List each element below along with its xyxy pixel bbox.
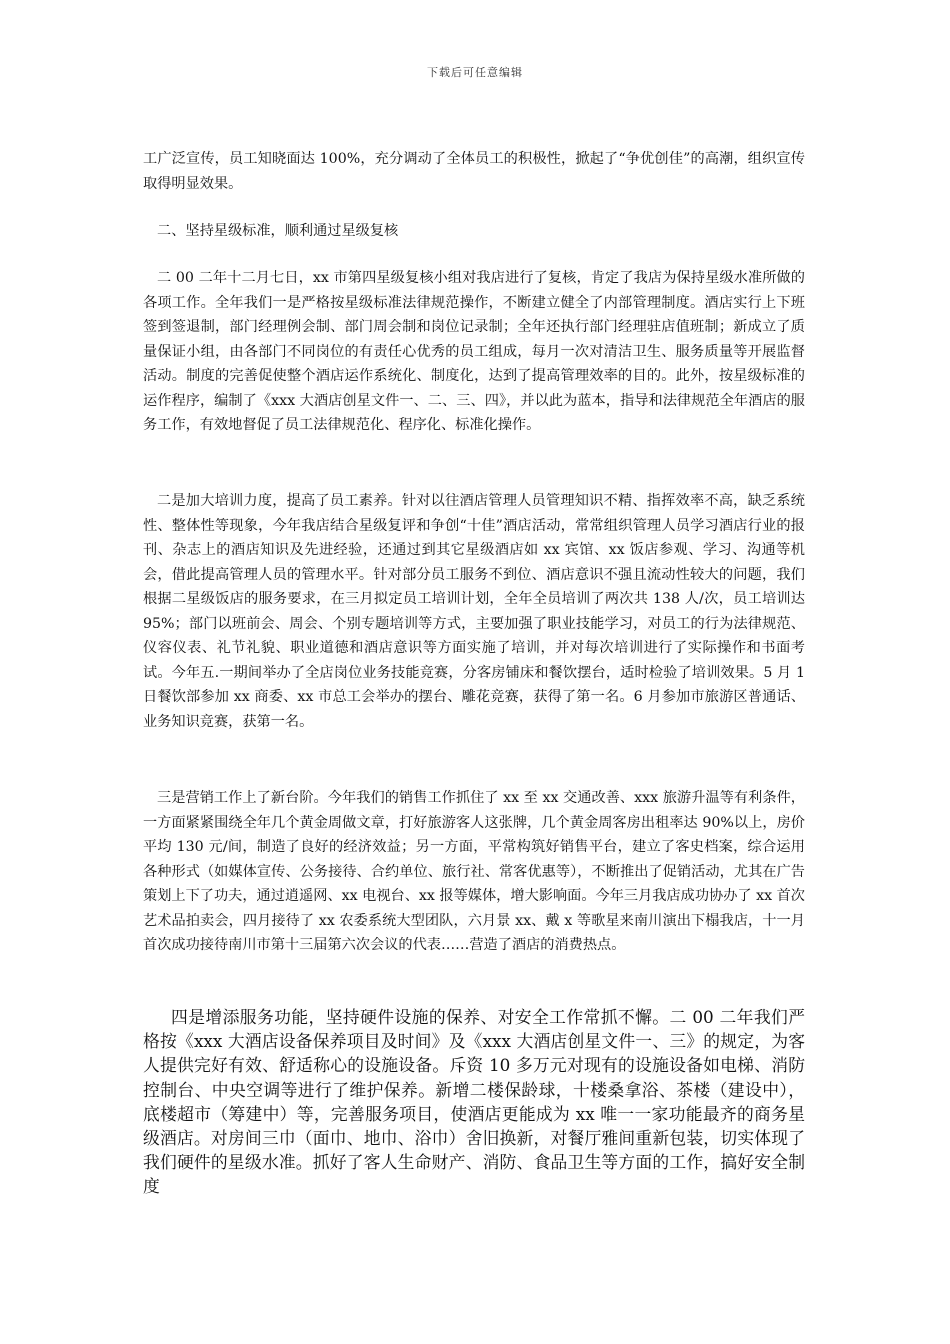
paragraph-marketing: 三是营销工作上了新台阶。今年我们的销售工作抓住了 xx 至 xx 交通改善、xxx 旅游升温等有利条件，一方面紧紧围绕全年几个黄金周做文章，打好旅游客人这张牌，几个黄金周客房出租率达 90%以上，房价平均 130 元/间，制造了良好的经济效益；另一方面，平常构筑好销售平台，建立了客史档案，综合运用各种形式（如媒体宣传、公务接待、合约单位、旅行社、常客优惠等），不断推出了促销活动，尤其在广告策划上下了功夫，通过逍遥网、xx 电视台、xx 报等媒体，增大影响面。今年三月我店成功协办了 xx 首次艺术品拍卖会，四月接待了 xx 农委系统大型团队，六月景 xx、戴 x 等歌星来南川演出下榻我店，十一月首次成功接待南川市第十三届第六次会议的代表……营造了酒店的消费热点。 xyxy=(143,790,805,953)
section-heading: 二、坚持星级标准，顺利通过星级复核 xyxy=(157,223,399,239)
paragraph-continuation: 工广泛宣传，员工知晓面达 100%，充分调动了全体员工的积极性，掀起了“争优创佳”的高潮，组织宣传取得明显效果。 xyxy=(143,151,805,192)
paragraph-training: 二是加大培训力度，提高了员工素养。针对以往酒店管理人员管理知识不精、指挥效率不高，缺乏系统性、整体性等现象，今年我店结合星级复评和争创“十佳”酒店活动，常常组织管理人员学习酒店行业的报刊、杂志上的酒店知识及先进经验，还通过到其它星级酒店如 xx 宾馆、xx 饭店参观、学习、沟通等机会，借此提高管理人员的管理水平。针对部分员工服务不到位、酒店意识不强且流动性较大的问题，我们根据二星级饭店的服务要求，在三月拟定员工培训计划，全年全员培训了两次共 138 人/次，员工培训达 95%；部门以班前会、周会、个别专题培训等方式，主要加强了职业技能学习，对员工的行为法律规范、仪容仪表、礼节礼貌、职业道德和酒店意识等方面实施了培训，并对每次培训进行了实际操作和书面考试。今年五.一期间举办了全店岗位业务技能竞赛，分客房铺床和餐饮摆台，适时检验了培训效果。5 月 1 日餐饮部参加 xx 商委、xx 市总工会举办的摆台、雕花竞赛，获得了第一名。6 月参加市旅游区普通话、业务知识竞赛，获第一名。 xyxy=(143,493,805,730)
page-header: 下载后可任意编辑 xyxy=(427,66,523,79)
paragraph-facilities: 四是增添服务功能，坚持硬件设施的保养、对安全工作常抓不懈。二 00 二年我们严格按《xxx 大酒店设备保养项目及时间》及《xxx 大酒店创星文件一、三》的规定，为客人提供完好有效、舒适称心的设施设备。斥资 10 多万元对现有的设施设备如电梯、消防控制台、中央空调等进行了维护保养。新增二楼保龄球，十楼桑拿浴、茶楼（建设中），底楼超市（筹建中）等，完善服务项目，使酒店更能成为 xx 唯一一家功能最齐的商务星级酒店。对房间三巾（面巾、地巾、浴巾）舍旧换新，对餐厅雅间重新包装，切实体现了我们硬件的星级水准。抓好了客人生命财产、消防、食品卫生等方面的工作，搞好安全制度 xyxy=(143,1007,805,1197)
paragraph-star-review: 二 00 二年十二月七日，xx 市第四星级复核小组对我店进行了复核，肯定了我店为保持星级水准所做的各项工作。全年我们一是严格按星级标准法律规范操作，不断建立健全了内部管理制度。酒店实行上下班签到签退制，部门经理例会制、部门周会制和岗位记录制；全年还执行部门经理驻店值班制；新成立了质量保证小组，由各部门不同岗位的有责任心优秀的员工组成，每月一次对清洁卫生、服务质量等开展监督活动。制度的完善促使整个酒店运作系统化、制度化，达到了提高管理效率的目的。此外，按星级标准的运作程序，编制了《xxx 大酒店创星文件一、二、三、四》，并以此为蓝本，指导和法律规范全年酒店的服务工作，有效地督促了员工法律规范化、程序化、标准化操作。 xyxy=(143,270,805,433)
